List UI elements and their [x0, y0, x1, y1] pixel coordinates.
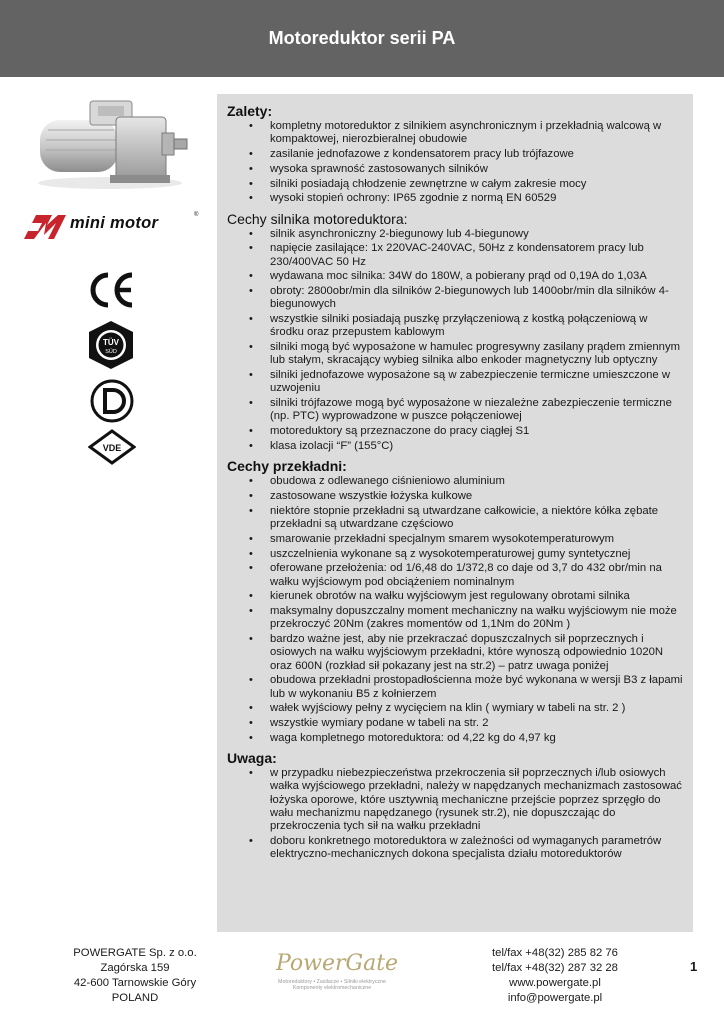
- page-header: [0, 0, 724, 77]
- address-line: POWERGATE Sp. z o.o.: [73, 947, 197, 959]
- svg-text:SÜD: SÜD: [105, 349, 117, 355]
- page-title: Motoreduktor serii PA: [268, 28, 456, 48]
- mini-motor-logo: [22, 209, 207, 245]
- motor-product-image: [30, 95, 190, 195]
- powergate-logo-tagline: Motoreduktory • Zasilacze • Silniki elektryczne: [278, 979, 386, 985]
- note-list: [227, 767, 683, 861]
- ce-mark-icon: [86, 270, 136, 310]
- list-item: • kierunek obrotów na wałku wyjściowym jest regulowany obrotami silnika: [227, 590, 683, 603]
- phone-fax: tel/fax +48(32) 285 82 76: [492, 947, 618, 959]
- svg-text:VDE: VDE: [102, 443, 122, 453]
- list-item: • wydawana moc silnika: 34W do 180W, a pobierany prąd od 0,19A do 1,03A: [227, 270, 683, 283]
- list-item: • maksymalny dopuszczalny moment mechaniczny na wałku wyjściowym nie może przekroczyć 20Nm (zakres momentów od 1,1Nm do 20Nm ): [227, 605, 683, 631]
- advantages-list: [227, 120, 683, 206]
- list-item: • obudowa z odlewanego ciśnieniowo aluminium: [227, 475, 683, 488]
- list-item: • niektóre stopnie przekładni są utwardzane całkowicie, a niektóre kółka zębate przekładni są utwardzane częściowo: [227, 505, 683, 531]
- list-item: • bardzo ważne jest, aby nie przekraczać dopuszczalnych sił poprzecznych i osiowych na wałku wyjściowym przekładni, które wynoszą odpowiednio 1020N oraz 600N (rozkład sił pokazany jest na str.2) – patrz uwaga poniżej: [227, 633, 683, 673]
- list-item: • wałek wyjściowy pełny z wycięciem na klin ( wymiary w tabeli na str. 2 ): [227, 702, 683, 715]
- list-item: • waga kompletnego motoreduktora: od 4,22 kg do 4,97 kg: [227, 732, 683, 745]
- page-footer: [0, 937, 724, 1024]
- list-item: • silniki trójfazowe mogą być wyposażone w niezależne zabezpieczenie termiczne (np. PTC) wyprowadzone w puszce połączeniowej: [227, 397, 683, 423]
- section-title-note: Uwaga:: [227, 750, 277, 767]
- list-item: • doboru konkretnego motoreduktora w zależności od wymaganych parametrów elektryczno-mechanicznych dokona specjalista działu motoreduktorów: [227, 835, 683, 861]
- list-item: • obroty: 2800obr/min dla silników 2-biegunowych lub 1400obr/min dla silników 4-biegunowych: [227, 285, 683, 311]
- address-line: Zagórska 159: [100, 962, 170, 974]
- list-item: • napięcie zasilające: 1x 220VAC-240VAC, 50Hz z kondensatorem pracy lub 230/400VAC 50 Hz: [227, 242, 683, 268]
- d-mark-icon: [90, 379, 134, 423]
- powergate-logo-name: PowerGate: [276, 951, 399, 976]
- list-item: • w przypadku niebezpieczeństwa przekroczenia sił poprzecznych i/lub osiowych wałka wyjściowego przekładni, należy w napędzanych mechanizmach zastosować łożyska oporowe, które usztywnią mechaniczne przejście poprzez sprzęgło do wału mechanizmu napędzanego (rysunek str.2), nie dopuszczając do przekroczenia tych sił na wałku przekładni: [227, 767, 683, 833]
- company-address: [55, 946, 215, 1006]
- list-item: • silniki mogą być wyposażone w hamulec progresywny zasilany prądem zmiennym lub stałym, skracający wybieg silnika albo enkoder magnetyczny lub optyczny: [227, 341, 683, 367]
- email-link[interactable]: info@powergate.pl: [507, 992, 603, 1004]
- powergate-logo-tagline: Komponenty elektromechaniczne: [292, 985, 372, 991]
- mini-motor-logo-mark: [22, 209, 68, 243]
- powergate-logo: [270, 951, 399, 1003]
- list-item: • kompletny motoreduktor z silnikiem asynchronicznym i przekładnią walcową w kompaktowej, nierozbieralnej obudowie: [227, 120, 683, 146]
- section-title-advantages: Zalety:: [227, 103, 273, 119]
- website-link[interactable]: www.powergate.pl: [509, 977, 601, 989]
- list-item: • obudowa przekładni prostopadłościenna może być wykonana w wersji B3 z łapami lub w wykonaniu B5 z kołnierzem: [227, 674, 683, 700]
- tuv-sud-mark-icon: [87, 320, 135, 370]
- list-item: • klasa izolacji “F” (155°C): [227, 440, 683, 453]
- contact-info: [440, 946, 670, 1006]
- mini-motor-brand-name: mini motor: [70, 214, 159, 232]
- page-number: 1: [690, 959, 698, 974]
- vde-mark-icon: [88, 429, 136, 465]
- list-item: • smarowanie przekładni specjalnym smarem wysokotemperaturowym: [227, 533, 683, 546]
- list-item: • motoreduktory są przeznaczone do pracy ciągłej S1: [227, 425, 683, 438]
- section-title-motor-features: Cechy silnika motoreduktora:: [227, 210, 408, 227]
- phone-fax: tel/fax +48(32) 287 32 28: [492, 962, 618, 974]
- list-item: • silniki posiadają chłodzenie zewnętrzne w całym zakresie mocy: [227, 178, 683, 191]
- list-item: • wysoka sprawność zastosowanych silników: [227, 163, 683, 176]
- list-item: • zastosowane wszystkie łożyska kulkowe: [227, 490, 683, 503]
- list-item: • zasilanie jednofazowe z kondensatorem pracy lub trójfazowe: [227, 148, 683, 161]
- svg-text:TÜV: TÜV: [103, 338, 119, 347]
- motor-features-list: [227, 228, 683, 454]
- registered-mark-icon: ®: [194, 212, 199, 218]
- left-column: [0, 77, 215, 937]
- list-item: • silnik asynchroniczny 2-biegunowy lub 4-biegunowy: [227, 228, 683, 241]
- address-line: POLAND: [111, 992, 159, 1004]
- gearbox-features-list: [227, 475, 683, 745]
- list-item: • wszystkie silniki posiadają puszkę przyłączeniową z kostką połączeniową w środku oraz przepustem kablowym: [227, 313, 683, 339]
- list-item: • uszczelnienia wykonane są z wysokotemperaturowej gumy syntetycznej: [227, 548, 683, 561]
- list-item: • oferowane przełożenia: od 1/6,48 do 1/372,8 co daje od 3,7 do 432 obr/min na wałku wyjściowym pod obciążeniem nominalnym: [227, 562, 683, 588]
- address-line: 42-600 Tarnowskie Góry: [73, 977, 197, 989]
- section-title-gearbox-features: Cechy przekładni:: [227, 458, 347, 475]
- specification-panel: [217, 94, 693, 932]
- list-item: • silniki jednofazowe wyposażone są w zabezpieczenie termiczne umieszczone w uzwojeniu: [227, 369, 683, 395]
- list-item: • wszystkie wymiary podane w tabeli na str. 2: [227, 717, 683, 730]
- list-item: • wysoki stopień ochrony: IP65 zgodnie z normą EN 60529: [227, 192, 683, 205]
